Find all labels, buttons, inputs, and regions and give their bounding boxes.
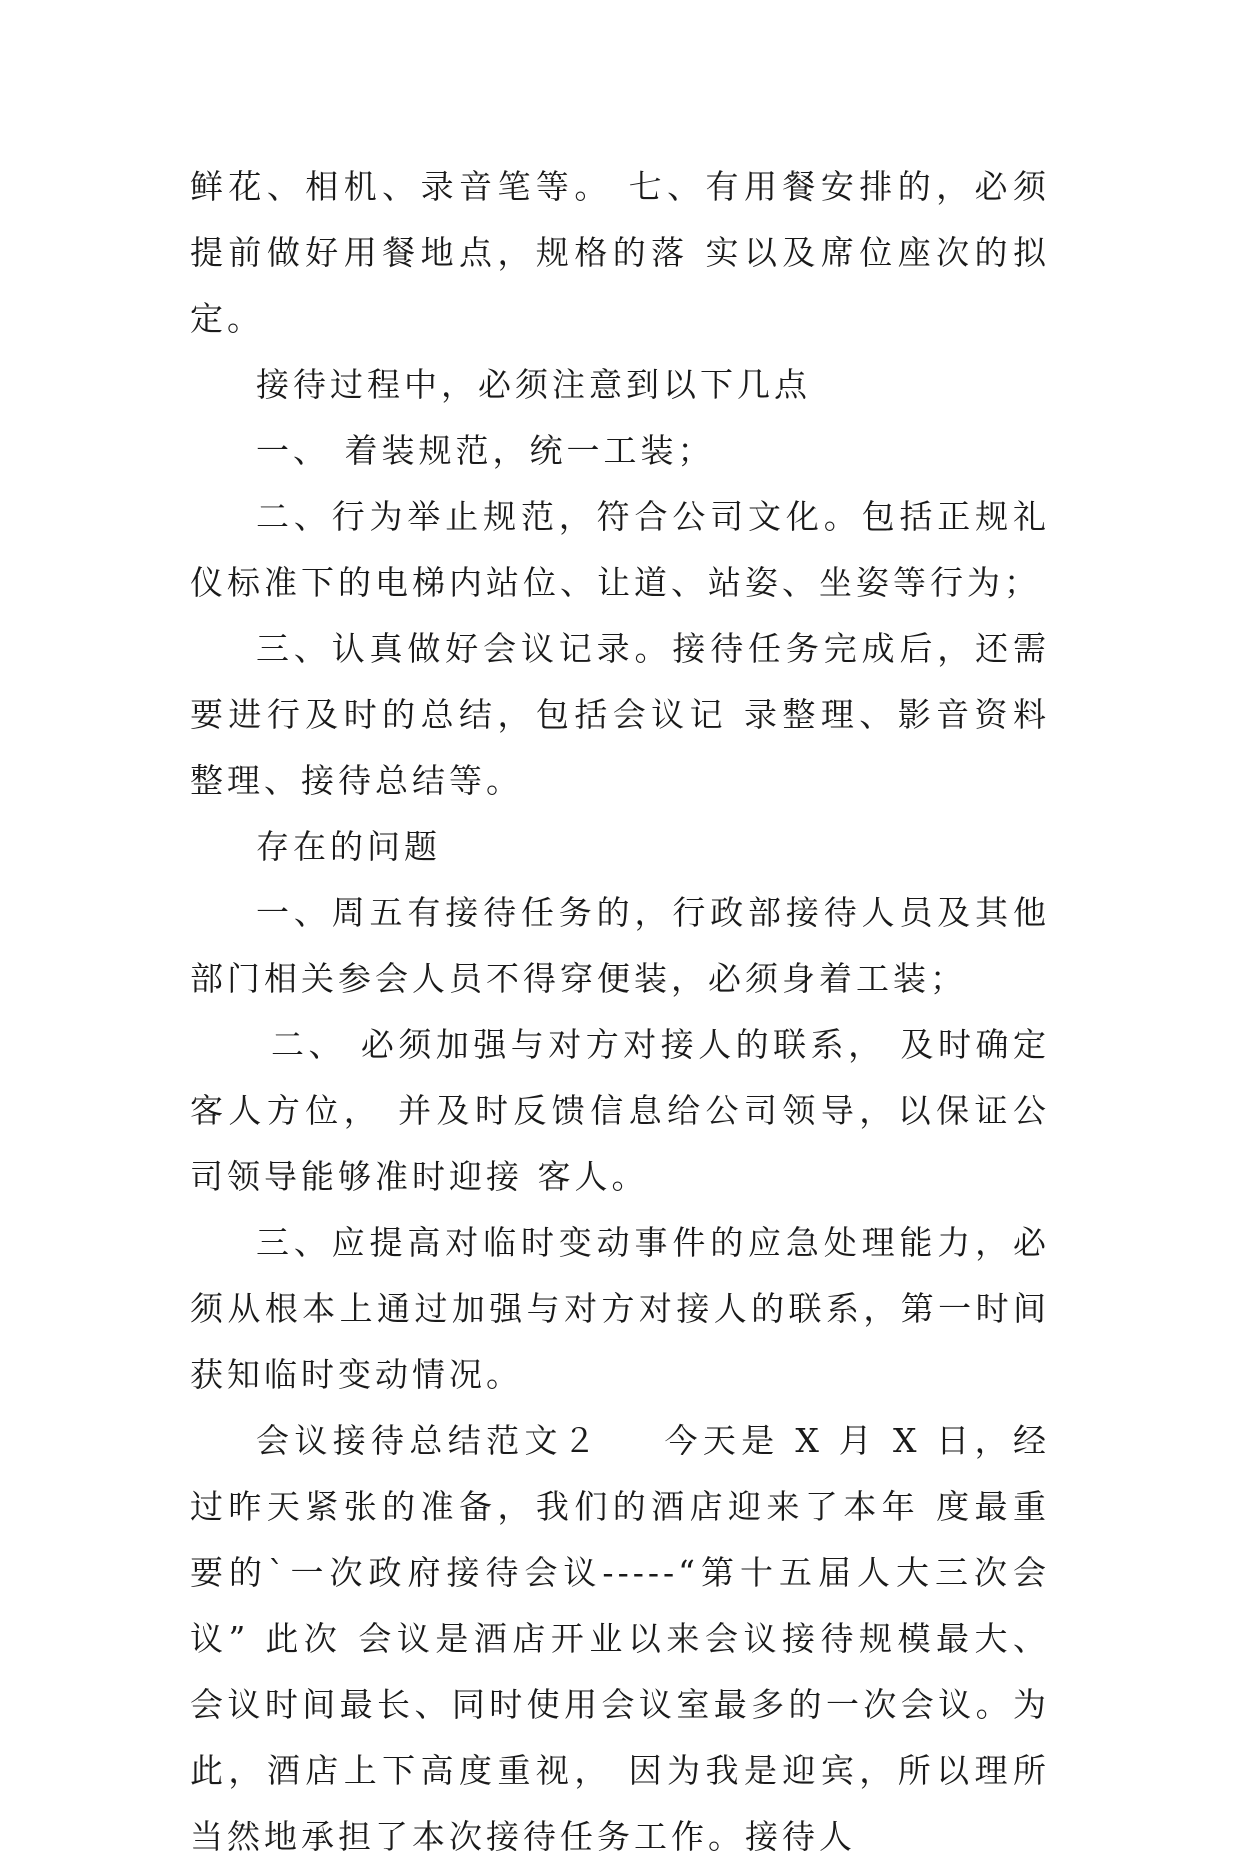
paragraph-3: 一、 着装规范，统一工装； (256, 431, 715, 470)
paragraph-1: 鲜花、相机、录音笔等。 七、有用餐安排的，必须提前做好用餐地点，规格的落 实以及席位座次的拟定。 (190, 167, 1050, 338)
paragraph-10: 会议接待总结范文２ 今天是 X 月 X 日，经过昨天紧张的准备，我们的酒店迎来了本年 度最重要的`一次政府接待会议-----“第十五届人大三次会议” 此次 会议是酒店开业以来会议接待规模最大、会议时间最长、同时使用会议室最多的一次会议。为此，酒店上下高度重视， 因为我是迎宾，所以理所当然地承担了本次接待任务工作。接待人 (190, 1421, 1050, 1856)
paragraph-7: 一、周五有接待任务的，行政部接待人员及其他部门相关参会人员不得穿便装，必须身着工装； (190, 893, 1050, 998)
paragraph-2: 接待过程中，必须注意到以下几点 (256, 365, 811, 404)
paragraph-9: 三、应提高对临时变动事件的应急处理能力，必须从根本上通过加强与对方对接人的联系，第一时间获知临时变动情况。 (190, 1223, 1050, 1394)
paragraph-8: 二、 必须加强与对方对接人的联系， 及时确定客人方位， 并及时反馈信息给公司领导，以保证公司领导能够准时迎接 客人。 (190, 1025, 1050, 1196)
paragraph-6: 存在的问题 (256, 827, 441, 866)
body-text (190, 154, 1050, 1870)
paragraph-5: 三、认真做好会议记录。接待任务完成后，还需要进行及时的总结，包括会议记 录整理、影音资料整理、接待总结等。 (190, 629, 1050, 800)
paragraph-4: 二、行为举止规范，符合公司文化。包括正规礼仪标准下的电梯内站位、让道、站姿、坐姿等行为； (190, 497, 1050, 602)
